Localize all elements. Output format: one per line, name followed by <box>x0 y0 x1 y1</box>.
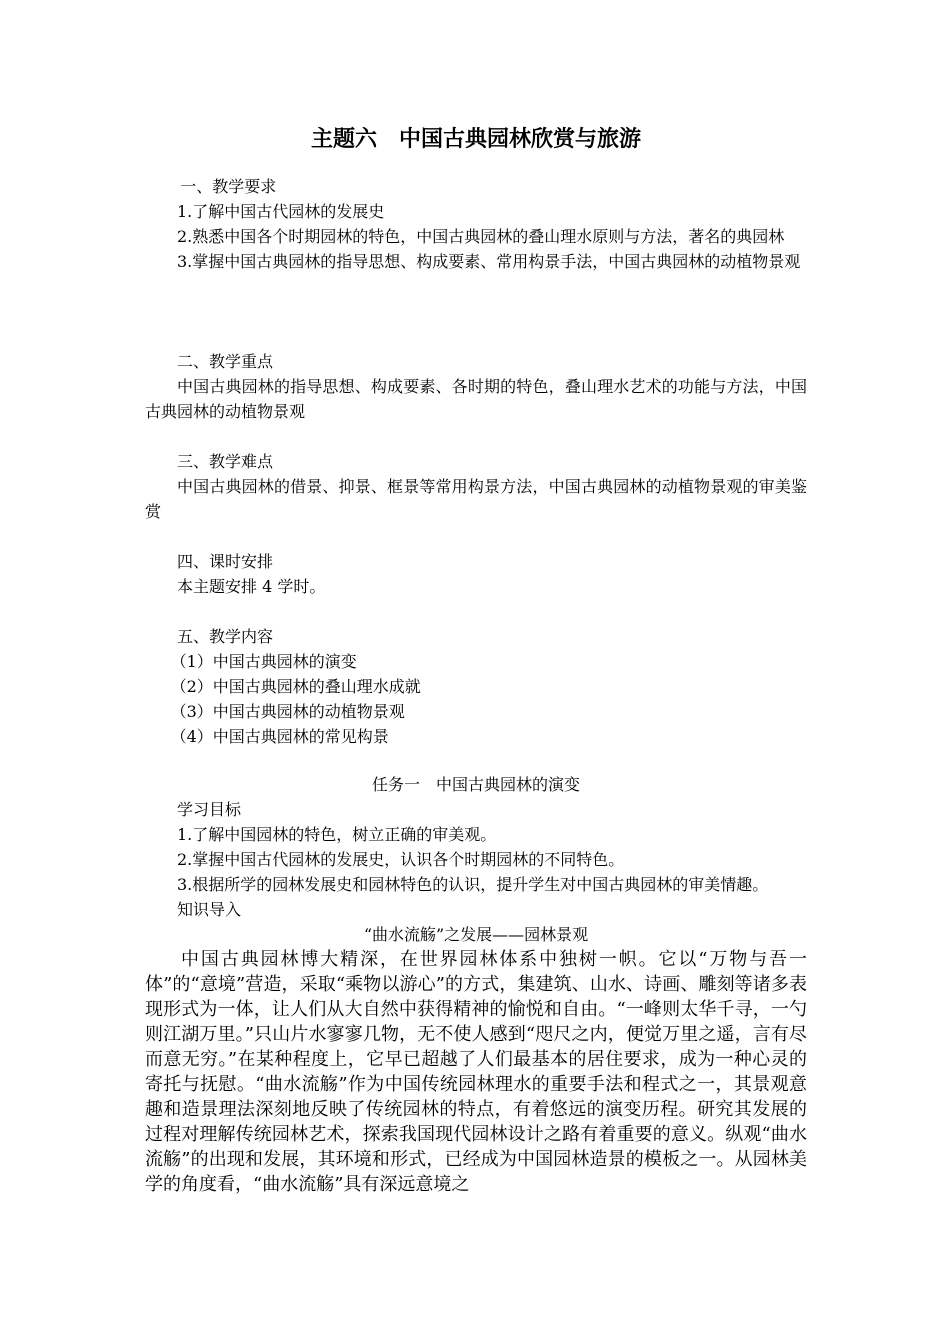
section-heading: 二、教学重点 <box>177 352 274 371</box>
section-teaching-requirements <box>145 174 807 274</box>
list-item: 2.熟悉中国各个时期园林的特色，中国古典园林的叠山理水原则与方法，著名的典园林 <box>177 227 785 246</box>
section-heading: 四、课时安排 <box>177 552 274 571</box>
list-item: 1.了解中国古代园林的发展史 <box>177 202 385 221</box>
section-text: 中国古典园林的借景、抑景、框景等常用构景方法，中国古典园林的动植物景观的审美鉴赏 <box>145 477 807 521</box>
section-heading: 三、教学难点 <box>177 452 274 471</box>
document-title: 主题六 中国古典园林欣赏与旅游 <box>310 127 641 152</box>
section-heading: 一、教学要求 <box>180 177 277 196</box>
section-text: 中国古典园林的指导思想、构成要素、各时期的特色，叠山理水艺术的功能与方法，中国古典园林的动植物景观 <box>145 377 807 421</box>
goal-item: 2.掌握中国古代园林的发展史，认识各个时期园林的不同特色。 <box>177 850 625 869</box>
intro-label: 知识导入 <box>177 900 242 919</box>
article-text: 中国古典园林博大精深，在世界园林体系中独树一帜。它以“万物与吾一体”的“意境”营造，采取“乘物以游心”的方式，集建筑、山水、诗画、雕刻等诸多表现形式为一体，让人们从大自然中获得精神的愉悦和自由。“一峰则太华千寻，一勺则江湖万里。”只山片水寥寥几物，无不使人感到“咫尺之内，便觉万里之遥，言有尽而意无穷。”在某种程度上，它早已超越了人们最基本的居住要求，成为一种心灵的寄托与抚慰。“曲水流觞”作为中国传统园林理水的重要手法和程式之一，其景观意趣和造景理法深刻地反映了传统园林的特点，有着悠远的演变历程。研究其发展的过程对理解传统园林艺术，探索我国现代园林设计之路有着重要的意义。纵观“曲水流觞”的出现和发展，其环境和形式，已经成为中国园林造景的模板之一。从园林美学的角度看，“曲水流觞”具有深远意境之 <box>145 949 807 1195</box>
section-heading: 五、教学内容 <box>177 627 274 646</box>
task-one <box>145 772 807 1197</box>
section-teaching-focus <box>145 349 807 424</box>
list-item: （1）中国古典园林的演变 <box>170 652 357 671</box>
goal-item: 3.根据所学的园林发展史和园林特色的认识，提升学生对中国古典园林的审美情趣。 <box>177 875 769 894</box>
list-item: （2）中国古典园林的叠山理水成就 <box>170 677 421 696</box>
section-text: 本主题安排 4 学时。 <box>177 577 326 596</box>
list-item: （3）中国古典园林的动植物景观 <box>170 702 405 721</box>
goal-item: 1.了解中国园林的特色，树立正确的审美观。 <box>177 825 497 844</box>
section-teaching-difficulty <box>145 449 807 524</box>
goals-label: 学习目标 <box>177 800 242 819</box>
list-item: （4）中国古典园林的常见构景 <box>170 727 389 746</box>
article-title: “曲水流觞”之发展——园林景观 <box>363 925 589 944</box>
list-item: 3.掌握中国古典园林的指导思想、构成要素、常用构景手法，中国古典园林的动植物景观 <box>177 252 801 271</box>
task-heading: 任务一 中国古典园林的演变 <box>371 775 580 794</box>
section-schedule <box>145 549 807 599</box>
section-teaching-content <box>145 624 807 749</box>
